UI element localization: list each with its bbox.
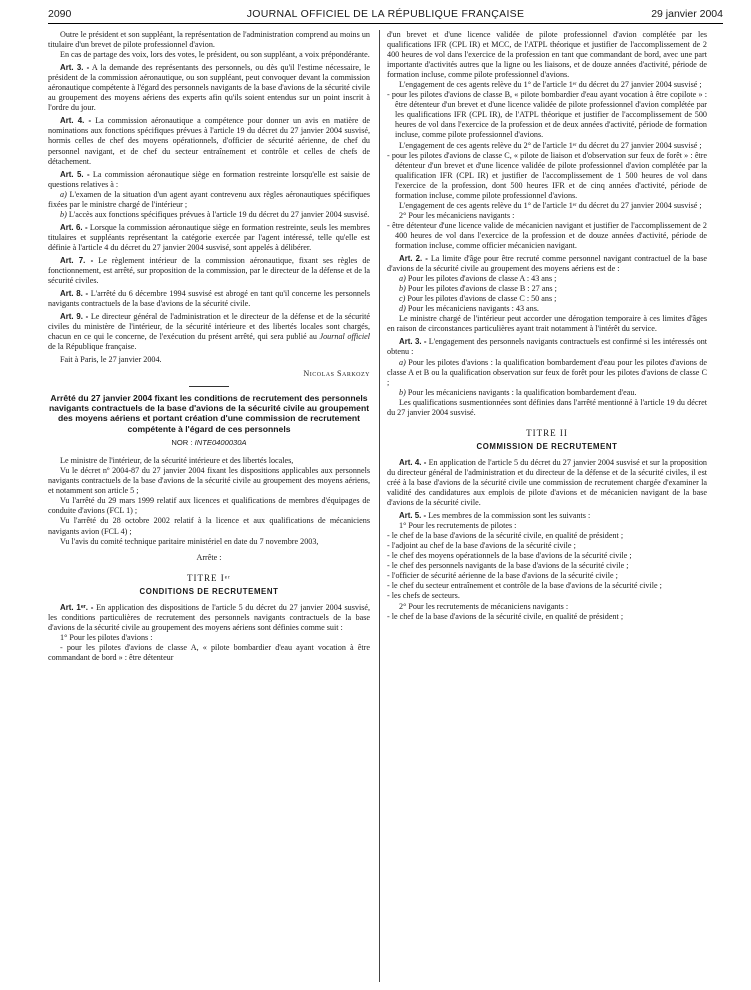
page-number: 2090 [48,8,72,20]
titre-subheading: COMMISSION DE RECRUTEMENT [476,441,618,451]
article-text: La limite d'âge pour être recruté comme personnel navigant contractuel de la base d'avions de la sécurité civile au groupement des moyens aériens est de : [387,254,707,274]
article-label: Art. 4. - [399,457,427,467]
preamble: Le ministre de l'intérieur, de la sécurité intérieure et des libertés locales, [60,456,294,466]
article-1 [48,603,370,633]
item-letter: b) [60,209,67,219]
article-label: Art. 3. - [399,337,427,347]
fait-a-paris: Fait à Paris, le 27 janvier 2004. [60,355,162,365]
article-label: Art. 8. - [60,289,89,299]
visa: Vu l'arrêté du 29 mars 1999 relatif aux licences et qualifications de membres d'équipages de conduite d'avions (FCL 1) ; [48,496,370,516]
right-column [387,30,707,622]
item-letter: a) [60,189,67,199]
list-item [387,304,707,314]
list-item: - le chef du secteur entraînement et contrôle de la base d'avions de la sécurité civile ; [387,581,662,591]
arrete-title: Arrêté du 27 janvier 2004 fixant les conditions de recrutement des personnels navigants contractuels de la base d'avions de la sécurité civile au groupement des moyens aériens et portant création d'une commission de recrutement compétente à l'égard de ces personnels [48,392,370,434]
list-item: - les chefs de secteurs. [387,591,460,601]
list-item: - le chef des personnels navigants de la base d'avions de la sécurité civile ; [387,561,629,571]
item-text: Pour les pilotes d'avions de classe C : 50 ans ; [407,294,557,304]
paragraph: d'un brevet et d'une licence validée de pilote professionnel d'avion complétée par les qualifications IFR (CPL IR) et MCC, de l'ATPL théorique et justifier de l'accomplissement de 2 400 heures de vol dans l'exercice de la profession en tant que commandant de bord, avec une part importante d'activités autres que la ligne ou les liaisons, et de douze années d'activité, période de formation incluse, comme pilote professionnel d'avions. [387,30,707,80]
article-label: Art. 4. - [60,116,92,126]
journal-officiel-ref: Journal officiel [319,332,370,342]
item-letter: a) [399,274,406,284]
article-label: Art. 9. - [60,312,89,322]
paragraph: L'engagement de ces agents relève du 2° de l'article 1ᵉʳ du décret du 27 janvier 2004 susvisé ; [399,140,702,150]
item-letter: b) [399,387,406,397]
article-text: de la République française. [48,342,137,352]
visa: Vu l'arrêté du 28 octobre 2002 relatif à la licence et aux qualifications de mécaniciens navigants avion (FCL 4) ; [48,516,370,536]
article-8 [48,289,370,309]
item-letter: b) [399,284,406,294]
item-letter: c) [399,294,406,304]
left-column [48,30,370,663]
item-text: Pour les mécaniciens navigants : 43 ans. [407,304,539,314]
item-text: Pour les pilotes d'avions de classe A : 43 ans ; [407,274,557,284]
article-2 [387,254,707,274]
paragraph: L'engagement de ces agents relève du 1° de l'article 1ᵉʳ du décret du 27 janvier 2004 susvisé ; [399,200,702,210]
article-5 [48,170,370,190]
list-item [48,210,370,220]
item-letter: a) [399,357,406,367]
list-item [387,388,707,398]
article-text: A la demande des représentants des personnels, ou dès qu'il l'estime nécessaire, le président de la commission aéronautique, ou son suppléant, peut convoquer devant la commission aéronautique compétente à l'égard des personnels navigants de la base d'avions de la sécurité civile au groupement des moyens aériens des experts afin qu'ils soient entendus sur un point inscrit à l'ordre du jour. [48,63,371,113]
article-label: Art. 2. - [399,254,428,264]
article-text: La commission aéronautique a compétence pour donner un avis en matière de nominations aux fonctions spécifiques prévues à l'article 19 du décret du 27 janvier 2004 susvisé, hormis celles de chef des moyens opérationnels, d'officier de sécurité aérienne, de chef du personnel navigant, et de chef du secteur entraînement et contrôle et celles de chefs de détachement. [48,116,371,166]
article-5 [387,511,707,521]
list-item: - être détenteur d'une licence valide de mécanicien navigant et justifier de l'accomplissement de 2 400 heures de vol dans l'exercice de la profession et de douze années d'activité, période de formation incluse, comme officier mécanicien navigant. [387,220,707,250]
list-item: - le chef de la base d'avions de la sécurité civile, en qualité de président ; [387,611,624,621]
item-text: L'accès aux fonctions spécifiques prévues à l'article 19 du décret du 27 janvier 2004 susvisé. [68,209,370,219]
article-text: Le règlement intérieur de la commission aéronautique, fixant ses règles de fonctionnement, est arrêté, sur proposition de la commission, par le directeur de la défense et de la sécurité civiles. [48,255,371,286]
paragraph: L'engagement de ces agents relève du 1° de l'article 1ᵉʳ du décret du 27 janvier 2004 susvisé ; [399,80,702,90]
article-3 [48,63,370,113]
article-text: La commission aéronautique siège en formation restreinte lorsqu'elle est saisie de questions relatives à : [48,169,371,189]
list-item: - pour les pilotes d'avions de classe B, « pilote bombardier d'eau ayant vocation à être copilote » : être détenteur d'un brevet et d'une licence validée de pilote professionnel d'avion complétée par les qualifications IFR (CPL IR), de l'ATPL théorique et justifier de l'accomplissement de 500 heures de vol dans l'exercice de la profession et de deux années d'activité, période de formation incluse, comme pilote professionnel d'avions. [387,90,707,140]
article-text: Le directeur général de l'administration et le directeur de la défense et de la sécurité civiles du ministère de l'intérieur, de la sécurité intérieure et des libertés locales sont chargés, chacun en ce qui le concerne, de l'exécution du présent arrêté, qui sera publié au [48,312,371,342]
article-label: Art. 7. - [60,255,94,265]
article-label: Art. 6. - [60,222,88,232]
list-item: - l'adjoint au chef de la base d'avions de la sécurité civile ; [387,541,576,551]
divider [189,386,229,387]
titre-subheading: CONDITIONS DE RECRUTEMENT [139,586,279,596]
list-item: - pour les pilotes d'avions de classe A, « pilote bombardier d'eau ayant vocation à être commandant de bord » : être détenteur [48,642,370,662]
article-7 [48,256,370,286]
list-item: 1° Pour les pilotes d'avions : [60,632,153,642]
item-letter: d) [399,304,406,314]
nor-label: NOR : [171,438,193,448]
list-item: - pour les pilotes d'avions de classe C, « pilote de liaison et d'observation sur feux de forêt » : être détenteur d'un brevet et d'une licence validée de pilote professionnel d'avion complétée par la qualification IFR (CPL IR) et justifier de l'accomplissement de 1 500 heures de vol dans l'exercice de la profession, dont 500 heures IFR et de cinq années d'activité, période de formation incluse, comme pilote professionnel d'avions. [387,150,707,200]
item-text: L'examen de la situation d'un agent ayant contrevenu aux règles aéronautiques spécifiques fixées par le ministre chargé de l'intérieur ; [48,189,371,209]
article-label: Art. 5. - [399,511,427,521]
article-label: Art. 3. - [60,63,90,73]
column-divider [379,30,380,982]
list-item: - le chef des moyens opérationnels de la base d'avions de la sécurité civile ; [387,551,632,561]
article-9 [48,312,370,352]
article-4 [387,458,707,508]
list-item: 2° Pour les recrutements de mécaniciens navigants : [399,601,569,611]
visa: Vu l'avis du comité technique paritaire ministériel en date du 7 novembre 2003, [60,536,319,546]
visa: Vu le décret nº 2004-87 du 27 janvier 2004 fixant les dispositions applicables aux personnels navigants contractuels de la base d'avions de la sécurité civile au groupement des moyens aériens, et notamment son article 5 ; [48,466,370,496]
article-text: L'arrêté du 6 décembre 1994 susvisé est abrogé en tant qu'il concerne les personnels navigants contractuels de la base d'avions de la sécurité civile. [48,289,370,309]
paragraph: Outre le président et son suppléant, la représentation de l'administration comprend au moins un titulaire d'un brevet de pilote professionnel d'avion. [48,30,370,50]
list-item: 2° Pour les mécaniciens navigants : [399,210,515,220]
signature: Nicolas Sarkozy [303,369,370,379]
article-text: Lorsque la commission aéronautique siège en formation restreinte, seuls les membres titulaires et suppléants représentant la catégorie exercée par l'agent intéressé, telle qu'elle est définie à l'article 4 du décret du 27 janvier 2004 susvisé, sont appelés à délibérer. [48,222,371,252]
article-6 [48,223,370,253]
article-label: Art. 1ᵉʳ. - [60,602,94,612]
article-4 [48,116,370,166]
article-text: En application de l'article 5 du décret du 27 janvier 2004 susvisé et sur la proposition du directeur général de l'administration et du directeur de la défense et de la sécurité civiles, il est créé à la base d'avions de la sécurité civile une commission de recrutement chargée d'examiner la validité des candidatures aux emplois de pilote d'avions et de mécanicien navigant de la base d'avions de la sécurité civile. [387,457,707,508]
list-item [48,190,370,210]
list-item: 1° Pour les recrutements de pilotes : [399,521,517,531]
list-item [387,358,707,388]
list-item [387,294,707,304]
article-text: En application des dispositions de l'article 5 du décret du 27 janvier 2004 susvisé, les conditions particulières de recrutement des personnels navigants contractuels de la base d'avions de la sécurité civile au groupement des moyens aériens sont définies comme suit : [48,602,371,632]
article-text: Les membres de la commission sont les suivants : [428,511,591,521]
article-label: Art. 5. - [60,169,90,179]
titre-heading: TITRE II [526,427,568,438]
article-3 [387,337,707,357]
list-item [387,274,707,284]
nor-reference [48,438,370,448]
titre-heading: TITRE Iᵉʳ [186,572,231,583]
arrete-word: Arrête : [196,552,222,562]
paragraph: En cas de partage des voix, lors des votes, le président, ou son suppléant, a voix prépondérante. [60,50,370,60]
article-text: L'engagement des personnels navigants contractuels est confirmé si les intéressés ont obtenu : [387,337,708,357]
item-text: Pour les pilotes d'avions : la qualification bombardement d'eau pour les pilotes d'avions de classe A et B ou la qualification observation sur feux de forêt pour les pilotes d'avions de classe C ; [387,357,708,387]
issue-date: 29 janvier 2004 [651,8,723,20]
list-item: - le chef de la base d'avions de la sécurité civile, en qualité de président ; [387,531,624,541]
page-header [48,8,723,22]
item-text: Pour les pilotes d'avions de classe B : 27 ans ; [407,284,557,294]
nor-code: INTE0400030A [194,438,247,448]
list-item [387,284,707,294]
paragraph: Les qualifications susmentionnées sont définies dans l'arrêté mentionné à l'article 19 du décret du 27 janvier 2004 susvisé. [387,397,707,417]
header-rule [48,23,723,24]
list-item: - l'officier de sécurité aérienne de la base d'avions de la sécurité civile ; [387,571,618,581]
item-text: Pour les mécaniciens navigants : la qualification bombardement d'eau. [407,387,637,397]
journal-title: JOURNAL OFFICIEL DE LA RÉPUBLIQUE FRANÇAISE [246,8,525,20]
paragraph: Le ministre chargé de l'intérieur peut accorder une dérogation temporaire à ces limites d'âges en raison de circonstances particulières ayant trait notamment à l'intérêt du service. [387,314,707,334]
